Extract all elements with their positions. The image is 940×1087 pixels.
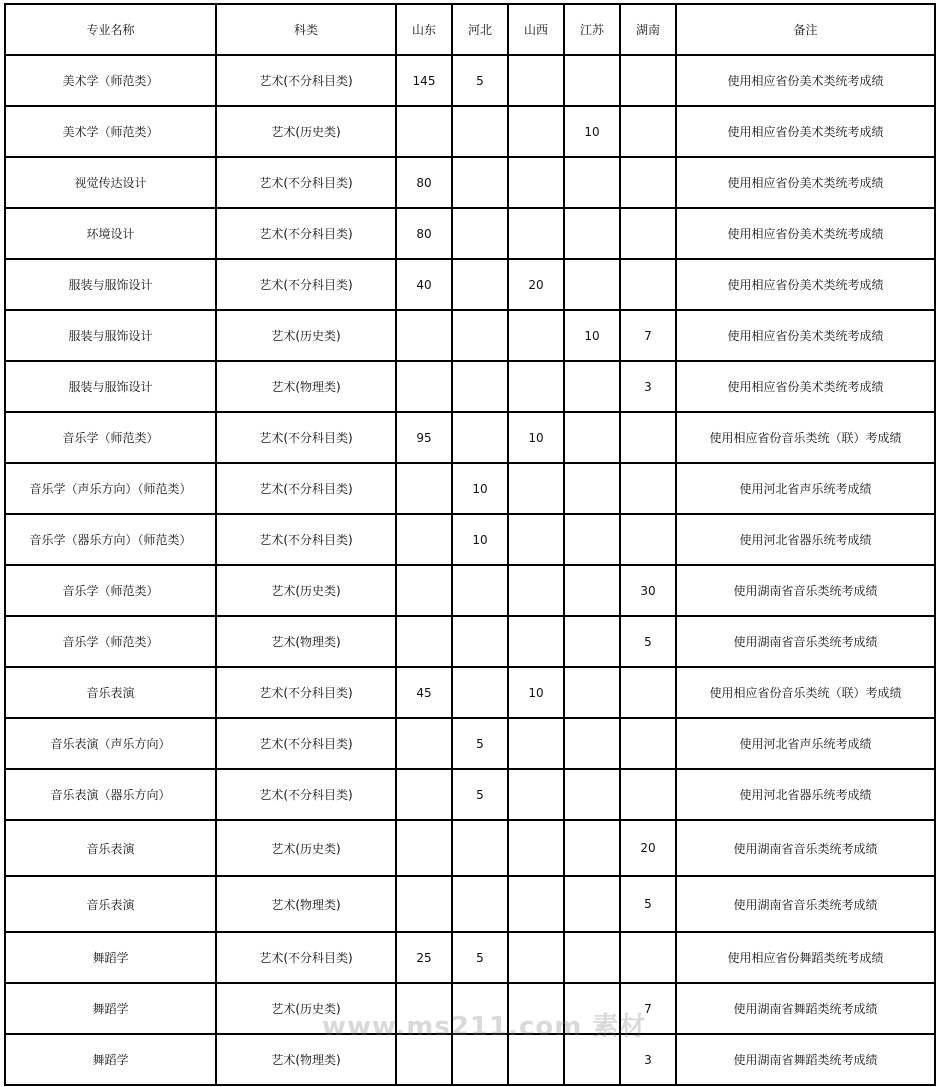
cell-remarks: 使用湖南省音乐类统考成绩 xyxy=(676,820,935,876)
cell-category: 艺术(历史类) xyxy=(216,106,396,157)
table-row xyxy=(5,157,935,208)
table-row xyxy=(5,514,935,565)
cell-major: 舞蹈学 xyxy=(5,1034,216,1085)
cell-shandong xyxy=(396,565,452,616)
cell-shanxi xyxy=(508,565,564,616)
cell-shanxi xyxy=(508,55,564,106)
cell-shanxi xyxy=(508,208,564,259)
cell-major: 音乐学（师范类） xyxy=(5,412,216,463)
cell-major: 音乐学（器乐方向）（师范类） xyxy=(5,514,216,565)
cell-shanxi: 10 xyxy=(508,667,564,718)
table-row xyxy=(5,932,935,983)
cell-major: 音乐表演（声乐方向） xyxy=(5,718,216,769)
cell-category: 艺术(不分科目类) xyxy=(216,412,396,463)
table-row xyxy=(5,565,935,616)
table-row xyxy=(5,55,935,106)
cell-shandong: 25 xyxy=(396,932,452,983)
cell-shandong: 145 xyxy=(396,55,452,106)
cell-remarks: 使用相应省份美术类统考成绩 xyxy=(676,157,935,208)
cell-remarks: 使用相应省份美术类统考成绩 xyxy=(676,361,935,412)
cell-shanxi xyxy=(508,361,564,412)
cell-hebei xyxy=(452,820,508,876)
cell-major: 舞蹈学 xyxy=(5,932,216,983)
cell-hebei: 5 xyxy=(452,932,508,983)
table-row xyxy=(5,463,935,514)
cell-hebei xyxy=(452,616,508,667)
cell-hunan xyxy=(620,463,676,514)
cell-shanxi xyxy=(508,157,564,208)
cell-category: 艺术(不分科目类) xyxy=(216,55,396,106)
cell-hebei: 10 xyxy=(452,514,508,565)
cell-jiangsu xyxy=(564,55,620,106)
cell-hunan: 5 xyxy=(620,876,676,932)
cell-shandong xyxy=(396,514,452,565)
cell-major: 音乐学（师范类） xyxy=(5,565,216,616)
cell-jiangsu xyxy=(564,769,620,820)
cell-jiangsu xyxy=(564,412,620,463)
cell-remarks: 使用相应省份美术类统考成绩 xyxy=(676,259,935,310)
cell-shanxi xyxy=(508,718,564,769)
cell-jiangsu xyxy=(564,820,620,876)
table-row xyxy=(5,361,935,412)
table-row xyxy=(5,208,935,259)
cell-major: 舞蹈学 xyxy=(5,983,216,1034)
cell-major: 服装与服饰设计 xyxy=(5,259,216,310)
cell-category: 艺术(不分科目类) xyxy=(216,769,396,820)
cell-shanxi xyxy=(508,106,564,157)
cell-shandong: 80 xyxy=(396,208,452,259)
cell-jiangsu xyxy=(564,667,620,718)
table-body xyxy=(5,55,935,1085)
cell-remarks: 使用相应省份美术类统考成绩 xyxy=(676,106,935,157)
cell-jiangsu xyxy=(564,361,620,412)
cell-hebei: 5 xyxy=(452,718,508,769)
cell-major: 美术学（师范类） xyxy=(5,55,216,106)
cell-category: 艺术(物理类) xyxy=(216,876,396,932)
cell-category: 艺术(物理类) xyxy=(216,1034,396,1085)
cell-category: 艺术(不分科目类) xyxy=(216,514,396,565)
table-row xyxy=(5,106,935,157)
cell-major: 音乐表演（器乐方向） xyxy=(5,769,216,820)
cell-major: 音乐表演 xyxy=(5,876,216,932)
cell-hunan: 7 xyxy=(620,983,676,1034)
cell-category: 艺术(不分科目类) xyxy=(216,718,396,769)
cell-remarks: 使用河北省器乐统考成绩 xyxy=(676,769,935,820)
cell-hebei xyxy=(452,259,508,310)
cell-shandong xyxy=(396,616,452,667)
cell-hunan: 3 xyxy=(620,1034,676,1085)
cell-hunan: 5 xyxy=(620,616,676,667)
cell-category: 艺术(不分科目类) xyxy=(216,667,396,718)
cell-hunan xyxy=(620,106,676,157)
cell-hebei xyxy=(452,876,508,932)
cell-jiangsu xyxy=(564,932,620,983)
cell-category: 艺术(不分科目类) xyxy=(216,208,396,259)
header-jiangsu: 江苏 xyxy=(564,4,620,55)
table-row xyxy=(5,718,935,769)
cell-category: 艺术(历史类) xyxy=(216,983,396,1034)
cell-shanxi xyxy=(508,769,564,820)
cell-shanxi xyxy=(508,820,564,876)
cell-hebei: 5 xyxy=(452,769,508,820)
cell-major: 环境设计 xyxy=(5,208,216,259)
cell-remarks: 使用湖南省舞蹈类统考成绩 xyxy=(676,1034,935,1085)
cell-hunan xyxy=(620,55,676,106)
cell-shandong: 45 xyxy=(396,667,452,718)
cell-shanxi xyxy=(508,463,564,514)
cell-major: 美术学（师范类） xyxy=(5,106,216,157)
cell-jiangsu xyxy=(564,718,620,769)
cell-category: 艺术(物理类) xyxy=(216,361,396,412)
cell-hunan xyxy=(620,667,676,718)
table-row xyxy=(5,616,935,667)
cell-category: 艺术(不分科目类) xyxy=(216,463,396,514)
cell-shanxi xyxy=(508,616,564,667)
cell-major: 音乐学（师范类） xyxy=(5,616,216,667)
table-row xyxy=(5,820,935,876)
cell-hunan: 30 xyxy=(620,565,676,616)
cell-remarks: 使用相应省份音乐类统（联）考成绩 xyxy=(676,412,935,463)
table-row xyxy=(5,876,935,932)
cell-hebei xyxy=(452,412,508,463)
cell-hebei: 10 xyxy=(452,463,508,514)
table-row xyxy=(5,412,935,463)
table-row xyxy=(5,310,935,361)
cell-jiangsu xyxy=(564,876,620,932)
cell-shanxi xyxy=(508,310,564,361)
cell-shandong xyxy=(396,463,452,514)
cell-shandong xyxy=(396,361,452,412)
cell-jiangsu: 10 xyxy=(564,106,620,157)
cell-shandong: 40 xyxy=(396,259,452,310)
cell-jiangsu xyxy=(564,463,620,514)
cell-hunan xyxy=(620,932,676,983)
cell-major: 音乐表演 xyxy=(5,820,216,876)
cell-remarks: 使用相应省份舞蹈类统考成绩 xyxy=(676,932,935,983)
cell-hunan: 3 xyxy=(620,361,676,412)
cell-jiangsu xyxy=(564,208,620,259)
cell-shandong: 95 xyxy=(396,412,452,463)
cell-category: 艺术(物理类) xyxy=(216,616,396,667)
cell-shandong xyxy=(396,106,452,157)
cell-category: 艺术(不分科目类) xyxy=(216,259,396,310)
cell-hunan xyxy=(620,718,676,769)
cell-hebei xyxy=(452,106,508,157)
cell-hebei: 5 xyxy=(452,55,508,106)
cell-major: 音乐表演 xyxy=(5,667,216,718)
cell-category: 艺术(不分科目类) xyxy=(216,932,396,983)
header-major: 专业名称 xyxy=(5,4,216,55)
table-row xyxy=(5,259,935,310)
cell-shanxi xyxy=(508,932,564,983)
cell-hunan xyxy=(620,259,676,310)
watermark: www.ms211.com 素材 xyxy=(322,1012,647,1042)
header-hebei: 河北 xyxy=(452,4,508,55)
cell-hebei xyxy=(452,310,508,361)
cell-shandong xyxy=(396,310,452,361)
table-row xyxy=(5,667,935,718)
cell-shanxi: 20 xyxy=(508,259,564,310)
cell-hebei xyxy=(452,667,508,718)
table-row xyxy=(5,769,935,820)
header-category: 科类 xyxy=(216,4,396,55)
cell-hebei xyxy=(452,565,508,616)
header-shandong: 山东 xyxy=(396,4,452,55)
cell-remarks: 使用相应省份音乐类统（联）考成绩 xyxy=(676,667,935,718)
cell-category: 艺术(历史类) xyxy=(216,565,396,616)
cell-remarks: 使用河北省器乐统考成绩 xyxy=(676,514,935,565)
cell-shanxi xyxy=(508,514,564,565)
cell-shandong: 80 xyxy=(396,157,452,208)
cell-remarks: 使用河北省声乐统考成绩 xyxy=(676,463,935,514)
cell-shandong xyxy=(396,769,452,820)
cell-major: 音乐学（声乐方向）（师范类） xyxy=(5,463,216,514)
cell-jiangsu xyxy=(564,259,620,310)
header-hunan: 湖南 xyxy=(620,4,676,55)
cell-remarks: 使用湖南省音乐类统考成绩 xyxy=(676,876,935,932)
cell-major: 服装与服饰设计 xyxy=(5,361,216,412)
cell-remarks: 使用湖南省音乐类统考成绩 xyxy=(676,616,935,667)
cell-hebei xyxy=(452,157,508,208)
table-header xyxy=(5,4,935,55)
cell-remarks: 使用河北省声乐统考成绩 xyxy=(676,718,935,769)
cell-jiangsu xyxy=(564,565,620,616)
cell-hunan xyxy=(620,208,676,259)
cell-hunan xyxy=(620,412,676,463)
cell-hunan xyxy=(620,514,676,565)
cell-major: 视觉传达设计 xyxy=(5,157,216,208)
cell-hebei xyxy=(452,208,508,259)
cell-shandong xyxy=(396,876,452,932)
cell-jiangsu xyxy=(564,514,620,565)
cell-shanxi xyxy=(508,876,564,932)
cell-jiangsu xyxy=(564,616,620,667)
cell-remarks: 使用相应省份美术类统考成绩 xyxy=(676,208,935,259)
cell-remarks: 使用湖南省音乐类统考成绩 xyxy=(676,565,935,616)
cell-hunan: 20 xyxy=(620,820,676,876)
cell-hunan: 7 xyxy=(620,310,676,361)
header-shanxi: 山西 xyxy=(508,4,564,55)
cell-hebei xyxy=(452,361,508,412)
header-row xyxy=(5,4,935,55)
cell-shandong xyxy=(396,820,452,876)
cell-remarks: 使用湖南省舞蹈类统考成绩 xyxy=(676,983,935,1034)
cell-shandong xyxy=(396,718,452,769)
cell-jiangsu xyxy=(564,157,620,208)
admissions-table xyxy=(4,3,936,1086)
cell-jiangsu: 10 xyxy=(564,310,620,361)
cell-major: 服装与服饰设计 xyxy=(5,310,216,361)
cell-remarks: 使用相应省份美术类统考成绩 xyxy=(676,310,935,361)
cell-category: 艺术(历史类) xyxy=(216,820,396,876)
cell-hunan xyxy=(620,157,676,208)
header-remarks: 备注 xyxy=(676,4,935,55)
cell-hunan xyxy=(620,769,676,820)
cell-remarks: 使用相应省份美术类统考成绩 xyxy=(676,55,935,106)
cell-shanxi: 10 xyxy=(508,412,564,463)
cell-category: 艺术(不分科目类) xyxy=(216,157,396,208)
cell-category: 艺术(历史类) xyxy=(216,310,396,361)
